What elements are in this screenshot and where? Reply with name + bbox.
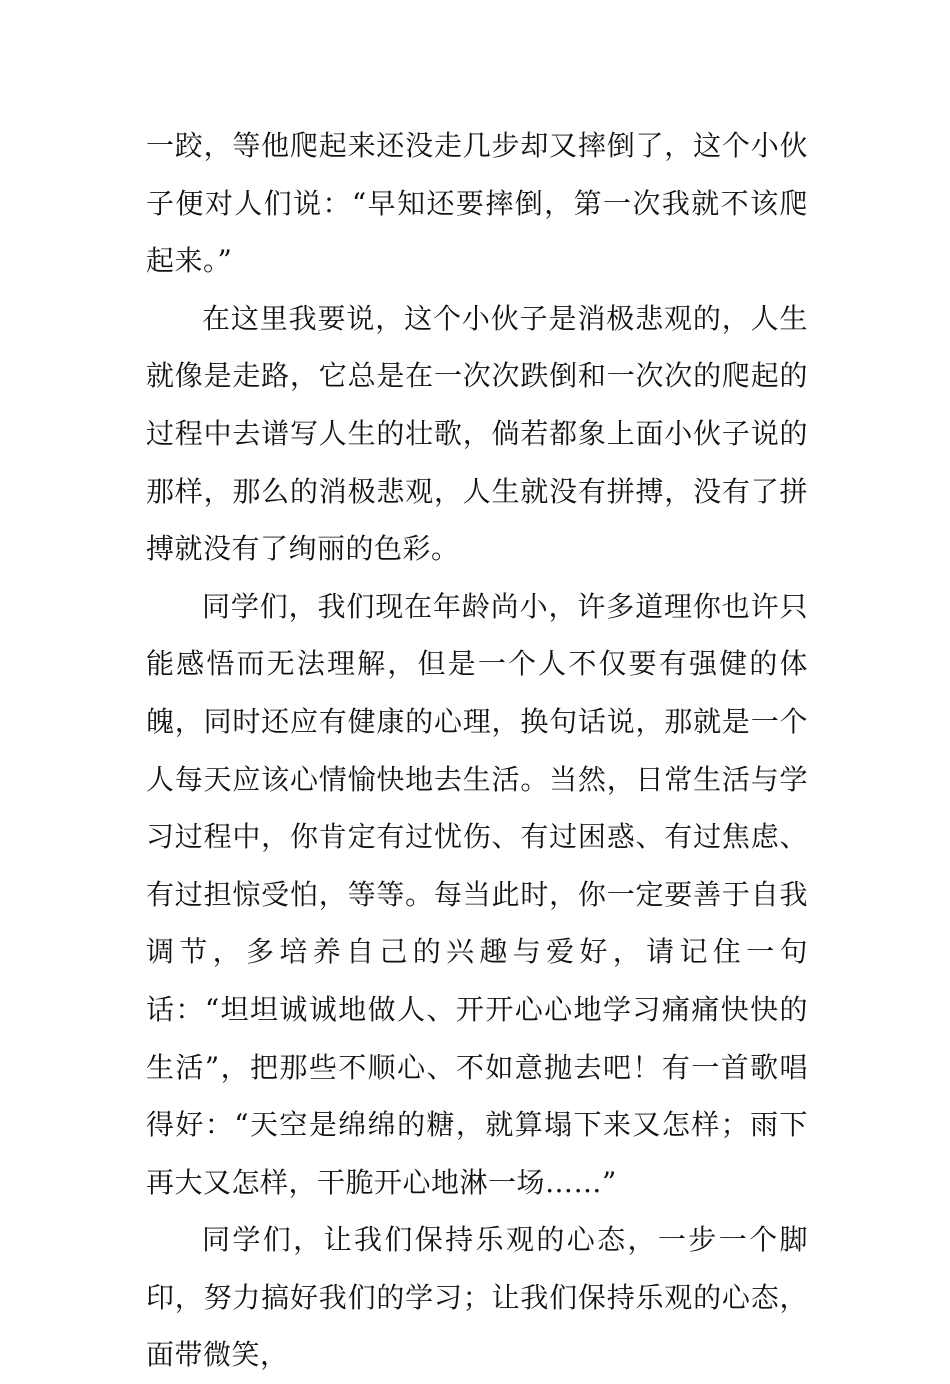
paragraph-3: 同学们，我们现在年龄尚小，许多道理你也许只能感悟而无法理解，但是一个人不仅要有强健的体魄，同时还应有健康的心理，换句话说，那就是一个人每天应该心情愉快地去生活。当然，日常生活与学习过程中，你肯定有过忧伤、有过困惑、有过焦虑、有过担惊受怕，等等。每当此时，你一定要善于自我调节，多培养自己的兴趣与爱好，请记住一句话：“坦坦诚诚地做人、开开心心地学习痛痛快快的生活”，把那些不顺心、不如意抛去吧！有一首歌唱得好：“天空是绵绵的糖，就算塌下来又怎样；雨下再大又怎样，干脆开心地淋一场……” [146,589,808,1199]
body-text [146,117,808,1384]
paragraph-1: 一跤，等他爬起来还没走几步却又摔倒了，这个小伙子便对人们说：“早知还要摔倒，第一次我就不该爬起来。” [146,129,808,278]
paragraph-2: 在这里我要说，这个小伙子是消极悲观的，人生就像是走路，它总是在一次次跌倒和一次次的爬起的过程中去谱写人生的壮歌，倘若都象上面小伙子说的那样，那么的消极悲观，人生就没有拼搏，没有了拼搏就没有了绚丽的色彩。 [146,301,808,566]
paragraph-4: 同学们，让我们保持乐观的心态，一步一个脚印，努力搞好我们的学习；让我们保持乐观的心态，面带微笑， [146,1223,808,1372]
